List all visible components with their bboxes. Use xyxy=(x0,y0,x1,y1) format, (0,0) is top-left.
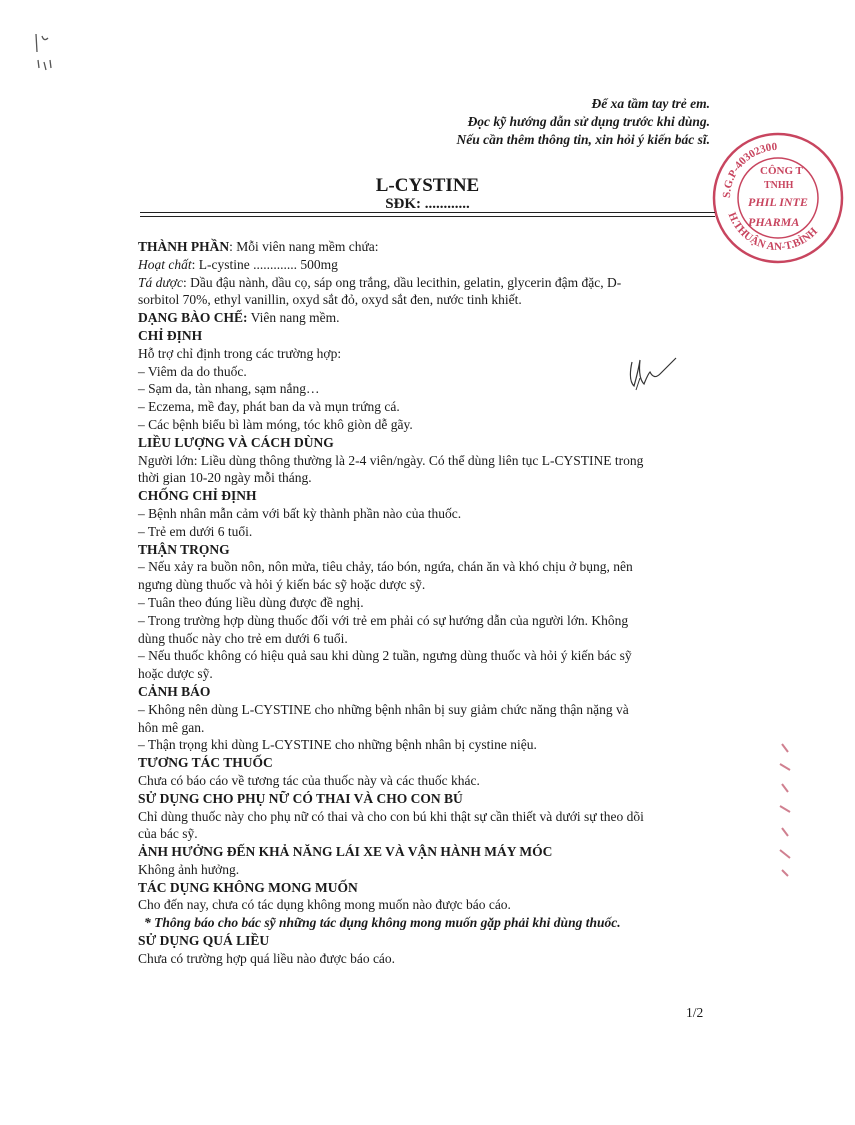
text-line: dùng thuốc này cho trẻ em dưới 6 tuổi. xyxy=(138,630,348,646)
title-divider xyxy=(140,212,715,213)
text-line: hôn mê gan. xyxy=(138,719,205,735)
text-line: hoặc dược sỹ. xyxy=(138,666,213,682)
section-heading: CHỈ ĐỊNH xyxy=(138,327,203,343)
list-item: – Viêm da do thuốc. xyxy=(138,363,247,379)
excipients-continued: sorbitol 70%, ethyl vanillin, oxyd sắt đỏ, oxyd sắt đen, nước tinh khiết. xyxy=(138,292,522,308)
adverse-note: * Thông báo cho bác sỹ những tác dụng không mong muốn gặp phải khi dùng thuốc. xyxy=(144,915,621,931)
section-heading: CHỐNG CHỈ ĐỊNH xyxy=(138,488,257,504)
text-line: của bác sỹ. xyxy=(138,826,198,842)
leaflet-body xyxy=(138,238,710,968)
label-warnings xyxy=(456,95,710,149)
section-heading: CẢNH BÁO xyxy=(138,683,211,699)
section-heading: ẢNH HƯỞNG ĐẾN KHẢ NĂNG LÁI XE VÀ VẬN HÀNH MÁY MÓC xyxy=(138,844,553,860)
text-line: thời gian 10-20 ngày mỗi tháng. xyxy=(138,470,312,486)
dosage-form-line: DẠNG BÀO CHẾ: Viên nang mềm. xyxy=(138,310,340,326)
warning-line: Để xa tầm tay trẻ em. xyxy=(591,96,710,111)
stamp-bottom-text: H.THUẬN AN-T.BÌNH xyxy=(725,210,820,254)
product-title: L-CYSTINE xyxy=(375,175,480,196)
section-heading: SỬ DỤNG QUÁ LIỀU xyxy=(138,933,270,949)
stamp-top-text: S.G.P-40302300 xyxy=(720,140,778,199)
stamp-line: TNHH xyxy=(764,180,794,191)
edge-stamp-marks xyxy=(772,740,792,880)
section-heading: TƯƠNG TÁC THUỐC xyxy=(138,755,273,771)
text-line: – Không nên dùng L-CYSTINE cho những bệnh nhân bị suy giảm chức năng thận nặng và xyxy=(138,701,629,717)
list-item: – Bệnh nhân mẫn cảm với bất kỳ thành phần nào của thuốc. xyxy=(138,505,462,521)
excipients: Tá dược: Dầu đậu nành, dầu cọ, sáp ong trắng, dầu lecithin, gelatin, glycerin đậm đặc, D- xyxy=(138,274,622,290)
text-line: Chưa có báo cáo về tương tác của thuốc này và các thuốc khác. xyxy=(138,772,480,788)
section-heading: DẠNG BÀO CHẾ: xyxy=(138,310,248,326)
list-item: – Các bệnh biểu bì làm móng, tóc khô giòn dễ gãy. xyxy=(138,416,413,432)
text-line: Không ảnh hưởng. xyxy=(138,861,240,877)
text-line: Người lớn: Liều dùng thông thường là 2-4 viên/ngày. Có thể dùng liên tục L-CYSTINE trong xyxy=(138,452,644,468)
composition-line: THÀNH PHẦN: Mỗi viên nang mềm chứa: xyxy=(138,239,379,254)
title-divider-thin xyxy=(140,216,715,217)
text-line: Chưa có trường hợp quá liều nào được báo cáo. xyxy=(138,950,396,966)
corner-mark xyxy=(30,30,60,74)
indications-intro: Hỗ trợ chỉ định trong các trường hợp: xyxy=(138,345,342,361)
section-heading: SỬ DỤNG CHO PHỤ NỮ CÓ THAI VÀ CHO CON BÚ xyxy=(138,790,463,806)
warning-line: Nếu cần thêm thông tin, xin hỏi ý kiến bác sĩ. xyxy=(456,132,710,147)
registration-number: SĐK: ............ xyxy=(385,196,470,212)
text-line: – Nếu xảy ra buồn nôn, nôn mửa, tiêu chảy, táo bón, ngứa, chán ăn và khó chịu ở bụng, nên xyxy=(138,559,633,575)
text-line: – Nếu thuốc không có hiệu quả sau khi dùng 2 tuần, ngưng dùng thuốc và hỏi ý kiến bác sỹ xyxy=(138,648,632,664)
text-line: Chỉ dùng thuốc này cho phụ nữ có thai và cho con bú khi thật sự cần thiết và dưới sự theo dõi xyxy=(138,808,644,824)
text-line: ngưng dùng thuốc và hỏi ý kiến bác sỹ hoặc dược sỹ. xyxy=(138,577,426,593)
list-item: – Eczema, mề đay, phát ban da và mụn trứng cá. xyxy=(138,399,400,415)
text-line: Cho đến nay, chưa có tác dụng không mong muốn nào được báo cáo. xyxy=(138,897,511,913)
section-heading: THẬN TRỌNG xyxy=(138,541,230,557)
list-item: – Trẻ em dưới 6 tuổi. xyxy=(138,523,253,539)
stamp-line: CÔNG T xyxy=(760,165,803,177)
section-heading: TÁC DỤNG KHÔNG MONG MUỐN xyxy=(138,879,358,895)
text-line: – Trong trường hợp dùng thuốc đối với trẻ em phải có sự hướng dẫn của người lớn. Không xyxy=(138,612,629,628)
text-line: – Tuân theo đúng liều dùng được đề nghị. xyxy=(138,594,364,610)
section-heading: THÀNH PHẦN xyxy=(138,239,230,254)
page-number: 1/2 xyxy=(686,1005,704,1020)
section-heading: LIỀU LƯỢNG VÀ CÁCH DÙNG xyxy=(138,434,334,450)
list-item: – Sạm da, tàn nhang, sạm nắng… xyxy=(138,381,320,397)
stamp-line: PHIL INTE xyxy=(748,195,808,209)
warning-line: Đọc kỹ hướng dẫn sử dụng trước khi dùng. xyxy=(467,114,710,129)
stamp-line: PHARMA xyxy=(748,215,800,229)
active-ingredient: Hoạt chất: L-cystine ............. 500mg xyxy=(138,256,338,272)
text-line: – Thận trọng khi dùng L-CYSTINE cho những bệnh nhân bị cystine niệu. xyxy=(138,737,537,753)
